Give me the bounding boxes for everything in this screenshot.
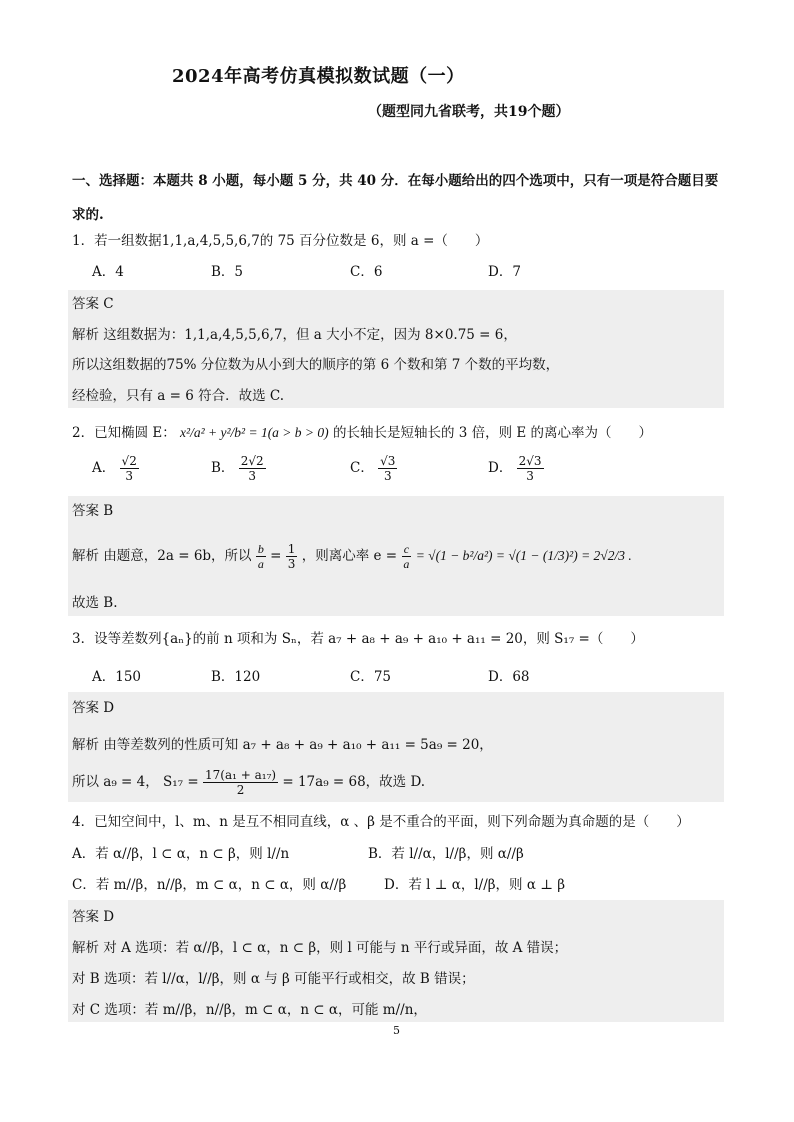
q3-explanation-2a: 所以 a₉ = 4， S₁₇ = (72, 774, 199, 790)
q2-option-c-fraction (378, 454, 397, 483)
q2-ratio-ca: $\frac{c}{a}$ (403, 542, 410, 571)
q3-explanation-1: 解析 由等差数列的性质可知 a₇ + a₈ + a₉ + a₁₀ + a₁₁ = 5a₉ = 20， (72, 737, 493, 753)
q2-option-a-denominator: 3 (125, 469, 133, 483)
q1-explanation-3: 经检验，只有 a = 6 符合．故选 C. (72, 388, 285, 404)
q2-option-a-label: A． (92, 460, 116, 476)
q2-option-d (488, 454, 544, 483)
q2-option-c (350, 454, 397, 483)
q2-option-d-denominator: 3 (526, 469, 534, 483)
q4-option-d: D．若 l ⊥ α，l//β，则 α ⊥ β (384, 877, 566, 893)
q3-explanation-2 (72, 768, 425, 797)
q1-explanation-2: 所以这组数据的75% 分位数为从小到大的顺序的第 6 个数和第 7 个数的平均数， (72, 357, 560, 373)
q3-sum-denominator: 2 (236, 783, 245, 797)
q4-explanation-2: 对 B 选项：若 l//α，l//β，则 α 与 β 可能平行或相交，故 B 错误； (72, 971, 475, 987)
q3-option-d: D．68 (488, 669, 530, 685)
q1-option-d: D．7 (488, 264, 521, 280)
q2-stem-suffix: 的长轴长是短轴长的 3 倍，则 E 的离心率为（ ） (332, 425, 653, 441)
q4-option-b: B．若 l//α，l//β，则 α//β (368, 846, 524, 862)
q4-explanation-1: 解析 对 A 选项：若 α//β，l ⊂ α，n ⊂ β，则 l 可能与 n 平行或异面，故 A 错误； (72, 940, 568, 956)
q2-option-b-fraction (239, 454, 266, 483)
q3-sum-fraction (203, 768, 278, 797)
q2-option-c-label: C． (350, 460, 374, 476)
q1-stem: 1．若一组数据1,1,a,4,5,5,6,7的 75 百分位数是 6，则 a =（ ） (72, 233, 489, 249)
q2-explanation-1: 解析 由题意，2a = 6b，所以 $\frac{b}{a}$ = $\frac{1}{3}$ ，则离心率 e = $\frac{c}{a}$ = √(1 − b²/a²) = √(1 − (1/3)²) = 2√2/3 . (72, 542, 632, 571)
q2-option-b-label: B． (211, 460, 235, 476)
q2-option-b-numerator: 2√2 (240, 454, 264, 468)
q4-explanation-3: 对 C 选项：若 m//β，n//β，m ⊂ α，n ⊂ α，可能 m//n， (72, 1002, 427, 1018)
page-title: 2024年高考仿真模拟数试题（一） (172, 66, 465, 87)
q4-answer: 答案 D (72, 909, 115, 925)
q2-explanation-1c: = √(1 − b²/a²) = √(1 − (1/3)²) = 2√2/3 . (415, 548, 632, 563)
q1-option-b: B．5 (211, 264, 244, 280)
q2-option-b (211, 454, 266, 483)
q1-explanation-1: 解析 这组数据为：1,1,a,4,5,5,6,7，但 a 大小不定，因为 8×0.75 = 6， (72, 327, 517, 343)
q2-ratio-one-third: $\frac{1}{3}$ (287, 542, 296, 571)
q2-option-a (92, 454, 139, 483)
q3-option-c: C．75 (350, 669, 392, 685)
q2-explanation-2: 故选 B. (72, 595, 118, 611)
q2-option-d-numerator: 2√3 (518, 454, 542, 468)
q2-option-b-denominator: 3 (248, 469, 256, 483)
q2-stem-prefix: 2．已知椭圆 E： (72, 425, 176, 441)
q2-ellipse-equation: x²/a² + y²/b² = 1(a > b > 0) (180, 425, 329, 440)
q3-explanation-2b: = 17a₉ = 68，故选 D. (282, 774, 426, 790)
q2-option-d-label: D． (488, 460, 513, 476)
q2-explanation-1b: ，则离心率 e = (301, 548, 398, 564)
q2-option-a-numerator: √2 (121, 454, 137, 468)
q3-option-b: B．120 (211, 669, 261, 685)
q3-answer: 答案 D (72, 700, 115, 716)
q2-explanation-1a: 解析 由题意，2a = 6b，所以 (72, 548, 252, 564)
q3-stem: 3．设等差数列{aₙ}的前 n 项和为 Sₙ，若 a₇ + a₈ + a₉ + a₁₀ + a₁₁ = 20，则 S₁₇ =（ ） (72, 631, 644, 647)
q2-ratio-ba: $\frac{b}{a}$ (257, 542, 264, 571)
q3-option-a: A．150 (92, 669, 142, 685)
q2-answer: 答案 B (72, 503, 114, 519)
q2-option-c-denominator: 3 (383, 469, 392, 483)
q4-stem: 4．已知空间中，l、m、n 是互不相同直线，α 、β 是不重合的平面，则下列命题为真命题的是（ ） (72, 814, 690, 830)
q1-answer: 答案 C (72, 296, 114, 312)
q2-stem (72, 421, 652, 441)
q2-option-a-fraction (120, 454, 139, 483)
q3-sum-numerator: 17(a₁ + a₁₇) (205, 768, 277, 782)
q1-option-c: C．6 (350, 264, 383, 280)
q1-option-a: A．4 (92, 264, 124, 280)
q2-option-d-fraction (517, 454, 544, 483)
page-number: 5 (393, 1024, 400, 1037)
q4-option-c: C．若 m//β，n//β，m ⊂ α，n ⊂ α，则 α//β (72, 877, 347, 893)
q4-option-a: A．若 α//β，l ⊂ α，n ⊂ β，则 l//n (72, 846, 290, 862)
section-heading: 一、选择题：本题共 8 小题，每小题 5 分，共 40 分．在每小题给出的四个选项中，只有一项是符合题目要求的. (72, 173, 719, 223)
q2-option-c-numerator: √3 (380, 454, 396, 468)
page-subtitle: （题型同九省联考，共19个题） (368, 104, 570, 120)
